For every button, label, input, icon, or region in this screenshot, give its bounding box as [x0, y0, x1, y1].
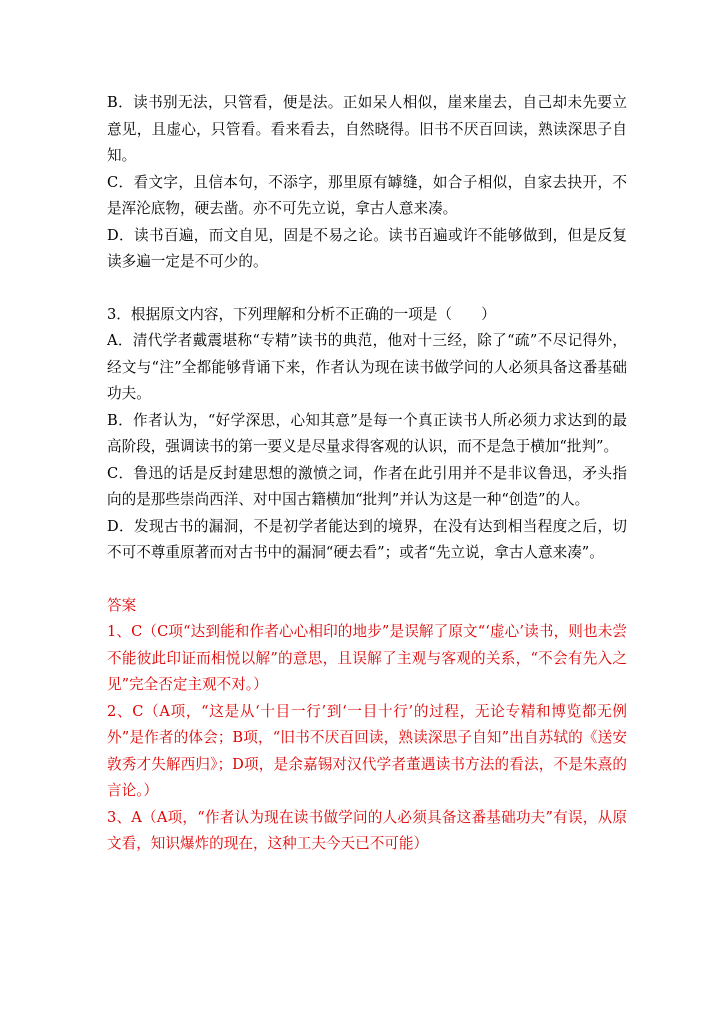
q3-option-d: D．发现古书的漏洞，不是初学者能达到的境界，在没有达到相当程度之后，切不可不尊重原著而对古书中的漏洞“硬去看”；或者“先立说，拿古人意来凑”。	[107, 517, 627, 561]
answer-title: 答案	[107, 596, 137, 614]
q3-option-a: A．清代学者戴震堪称“专精”读书的典范，他对十三经，除了“疏”不尽记得外，经文与“注”全都能够背诵下来，作者认为现在读书做学问的人必须具备这番基础功夫。	[107, 332, 627, 402]
document-page	[107, 90, 627, 858]
answer-item-2: 2、C（A项，“这是从‘十目一行’到‘一目十行’的过程，无论专精和博览都无例外”是作者的体会；B项，“旧书不厌百回读，熟读深思子自知”出自苏轼的《送安敦秀才失解西归》；D项，是余嘉锡对汉代学者董遇读书方法的看法，不是朱熹的言论。）	[107, 702, 627, 799]
q2-option-d: D．读书百遍，而文自见，固是不易之论。读书百遍或许不能够做到，但是反复读多遍一定是不可少的。	[107, 226, 627, 270]
q3-option-b: B．作者认为，“好学深思，心知其意”是每一个真正读书人所必须力求达到的最高阶段，强调读书的第一要义是尽量求得客观的认识，而不是急于横加“批判”。	[107, 411, 627, 455]
q3-stem: 3．根据原文内容，下列理解和分析不正确的一项是（ ）	[107, 305, 496, 323]
spacer	[107, 276, 627, 302]
answer-item-3: 3、A（A项，“作者认为现在读书做学问的人必须具备这番基础功夫”有误，从原文看，知识爆炸的现在，这种工夫今天已不可能）	[107, 808, 627, 852]
answer-section	[107, 593, 627, 858]
spacer	[107, 567, 627, 593]
answer-item-1: 1、C（C项“达到能和作者心心相印的地步”是误解了原文“‘虚心’读书，则也未尝不能彼此印证而相悦以解”的意思，且误解了主观与客观的关系，“不会有先入之见”完全否定主观不对。）	[107, 623, 627, 693]
q3-option-c: C．鲁迅的话是反封建思想的激愤之词，作者在此引用并不是非议鲁迅，矛头指向的是那些崇尚西洋、对中国古籍横加“批判”并认为这是一种“创造”的人。	[107, 464, 627, 508]
q2-option-b: B．读书别无法，只管看，便是法。正如呆人相似，崖来崖去，自己却未先要立意见，且虚心，只管看。看来看去，自然晓得。旧书不厌百回读，熟读深思子自知。	[107, 94, 627, 164]
q2-option-c: C．看文字，且信本句，不添字，那里原有罅缝，如合子相似，自家去抉开，不是浑沦底物，硬去凿。亦不可先立说，拿古人意来凑。	[107, 173, 627, 217]
